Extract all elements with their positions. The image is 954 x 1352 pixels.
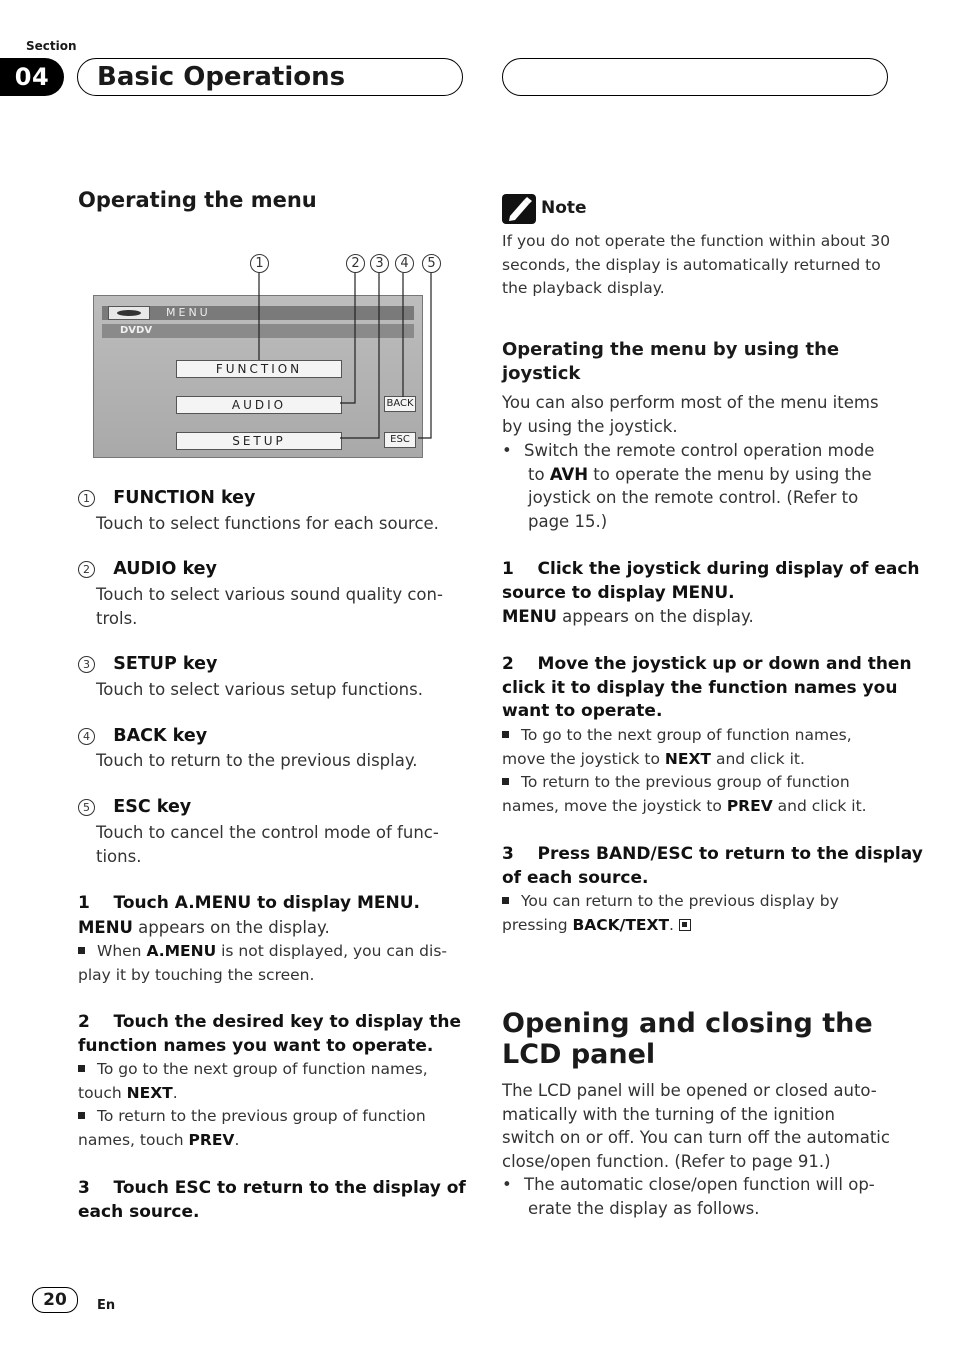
left-step1-note-c: is not displayed, you can dis- <box>216 942 447 960</box>
right-step3-n1b: pressing <box>502 915 573 934</box>
left-step1-note-a: When <box>97 942 147 960</box>
note-pencil-icon <box>502 194 536 224</box>
joystick-heading-line2: joystick <box>502 363 581 384</box>
left-step2-notes <box>78 1058 428 1152</box>
right-step2-title <box>502 653 912 724</box>
bullet-dot: • <box>502 441 512 460</box>
right-step3-title-line1: Press BAND/ESC to return to the display <box>537 844 923 864</box>
joystick-bullet-l3: joystick on the remote control. (Refer to <box>528 488 859 507</box>
back-key-title-text: BACK key <box>113 726 208 746</box>
right-step3-number: 3 <box>502 844 514 864</box>
bullet-square <box>78 947 85 954</box>
left-step3-title-line1: Touch ESC to return to the display of <box>113 1178 466 1198</box>
bullet-square <box>78 1065 85 1072</box>
esc-key-desc <box>96 821 439 868</box>
right-step1-line-bold: MENU <box>502 607 557 626</box>
left-step2-n1d: . <box>172 1083 178 1102</box>
setup-key-title <box>78 654 217 674</box>
left-step1-note-b: A.MENU <box>146 942 217 960</box>
right-step1-line <box>502 605 754 629</box>
joystick-bullet-l2b: AVH <box>549 464 589 484</box>
screen-source-label: DVDV <box>120 325 153 336</box>
left-step1-title-text: Touch A.MENU to display MENU. <box>113 893 420 913</box>
screen-menu-label: MENU <box>166 306 211 319</box>
callout-3: 3 <box>370 254 389 273</box>
setup-key[interactable]: SETUP <box>176 432 342 450</box>
right-step2-n2c: PREV <box>726 796 773 815</box>
note-line-1: If you do not operate the function within about 30 <box>502 232 891 250</box>
left-step2-n1a: To go to the next group of function names, <box>97 1060 428 1078</box>
right-step2-n1b: move the joystick to <box>502 749 665 768</box>
right-step2-title-line2: click it to display the function names you <box>502 677 898 698</box>
bullet-square <box>502 897 509 904</box>
bullet-square <box>502 731 509 738</box>
function-key-desc: Touch to select functions for each source. <box>96 514 439 533</box>
right-step1-number: 1 <box>502 559 514 579</box>
joystick-bullet-l4: page 15.) <box>528 511 608 531</box>
lcd-bullet-l1: The automatic close/open function will op- <box>524 1175 875 1194</box>
left-step3-title <box>78 1177 466 1224</box>
note-text <box>502 230 890 301</box>
bullet-dot: • <box>502 1175 512 1194</box>
joystick-intro <box>502 391 879 438</box>
esc-key-desc-line1: Touch to cancel the control mode of func- <box>96 823 439 842</box>
lcd-heading-line1: Opening and closing the <box>502 1008 873 1039</box>
joystick-intro-line2: by using the joystick. <box>502 416 678 436</box>
right-step3-notes <box>502 890 839 937</box>
section-title: Basic Operations <box>97 62 346 92</box>
setup-key-desc: Touch to select various setup functions. <box>96 680 423 699</box>
audio-key-desc-line2: trols. <box>96 608 138 628</box>
left-step1-number: 1 <box>78 893 90 913</box>
function-key[interactable]: FUNCTION <box>176 360 342 378</box>
setup-key-title-text: SETUP key <box>113 654 218 674</box>
esc-key[interactable]: ESC <box>384 432 416 448</box>
right-step2-title-line3: want to operate. <box>502 701 663 721</box>
left-step1-line-bold: MENU <box>78 918 133 937</box>
left-step1-title <box>78 892 420 916</box>
left-step2-number: 2 <box>78 1012 90 1032</box>
right-step2-title-line1: Move the joystick up or down and then <box>537 654 912 674</box>
right-step3-title-line2: of each source. <box>502 867 649 888</box>
note-line-3: the playback display. <box>502 279 665 297</box>
right-step2-n2d: and click it. <box>772 796 867 815</box>
audio-key-title-text: AUDIO key <box>113 559 217 579</box>
right-step2-n2a: To return to the previous group of function <box>521 773 850 791</box>
right-step2-number: 2 <box>502 654 514 674</box>
joystick-heading-line1: Operating the menu by using the <box>502 339 840 360</box>
right-step1-title-line1: Click the joystick during display of each <box>537 559 920 579</box>
joystick-bullet-l1: Switch the remote control operation mode <box>524 441 875 460</box>
callout-2: 2 <box>346 254 365 273</box>
esc-key-number: 5 <box>78 799 95 816</box>
lcd-panel-heading <box>502 1008 873 1070</box>
function-key-title-text: FUNCTION key <box>113 488 256 508</box>
setup-key-number: 3 <box>78 656 95 673</box>
esc-key-desc-line2: tions. <box>96 846 142 866</box>
left-step1-note-d: play it by touching the screen. <box>78 965 315 984</box>
lcd-heading-line2: LCD panel <box>502 1039 656 1070</box>
right-step2-n1c: NEXT <box>664 749 712 768</box>
bullet-square <box>502 778 509 785</box>
page-number: 20 <box>32 1287 78 1313</box>
callout-4: 4 <box>395 254 414 273</box>
esc-key-title <box>78 797 191 817</box>
esc-key-title-text: ESC key <box>113 797 192 817</box>
left-step2-n2d: . <box>234 1130 240 1149</box>
back-key-desc: Touch to return to the previous display. <box>96 751 418 770</box>
joystick-bullet-l2a: to <box>528 464 550 484</box>
right-step3-n1c: BACK/TEXT <box>572 915 670 934</box>
audio-key-desc-line1: Touch to select various sound quality con- <box>96 585 443 604</box>
joystick-heading <box>502 338 839 386</box>
right-step3-title <box>502 843 923 890</box>
left-step1-line <box>78 916 330 940</box>
back-key-number: 4 <box>78 728 95 745</box>
audio-key-number: 2 <box>78 561 95 578</box>
section-number-badge: 04 <box>0 58 64 96</box>
lcd-panel-text <box>502 1079 890 1220</box>
audio-key-title <box>78 559 217 579</box>
audio-key-desc <box>96 583 443 630</box>
left-step1-note <box>78 940 447 987</box>
right-step2-n1d: and click it. <box>711 749 805 768</box>
joystick-bullet-l2c: to operate the menu by using the <box>588 464 872 484</box>
note-line-2: seconds, the display is automatically returned to <box>502 255 881 274</box>
left-step2-n1b: touch <box>78 1083 127 1102</box>
section-label: Section <box>26 39 77 53</box>
left-step3-title-line2: each source. <box>78 1201 200 1222</box>
callout-5: 5 <box>422 254 441 273</box>
right-step1-title-line2: source to display MENU. <box>502 582 735 603</box>
back-key-title <box>78 726 207 746</box>
end-mark-icon <box>679 919 691 931</box>
left-step2-title <box>78 1011 461 1058</box>
audio-key[interactable]: AUDIO <box>176 396 342 414</box>
language-label: En <box>97 1298 116 1313</box>
note-label: Note <box>541 198 587 218</box>
left-step3-number: 3 <box>78 1178 90 1198</box>
left-step2-title-line1: Touch the desired key to display the <box>113 1012 461 1032</box>
left-step2-n2c: PREV <box>188 1130 235 1149</box>
bullet-square <box>78 1112 85 1119</box>
lcd-line-3: switch on or off. You can turn off the automatic <box>502 1128 890 1147</box>
right-step2-notes <box>502 724 867 818</box>
lcd-line-2: matically with the turning of the ignition <box>502 1104 835 1124</box>
function-key-number: 1 <box>78 490 95 507</box>
lcd-line-4: close/open function. (Refer to page 91.) <box>502 1151 831 1171</box>
right-step3-n1a: You can return to the previous display by <box>521 892 839 910</box>
left-step2-n2b: names, touch <box>78 1130 189 1149</box>
right-step2-n2b: names, move the joystick to <box>502 796 727 815</box>
back-key[interactable]: BACK <box>384 396 416 412</box>
joystick-bullet <box>502 439 874 533</box>
right-step1-title <box>502 558 920 605</box>
right-step1-line-rest: appears on the display. <box>556 607 754 626</box>
left-step2-n2a: To return to the previous group of function <box>97 1107 426 1125</box>
left-step2-title-line2: function names you want to operate. <box>78 1035 434 1056</box>
lcd-bullet-l2: erate the display as follows. <box>528 1198 760 1218</box>
lcd-line-1: The LCD panel will be opened or closed auto- <box>502 1081 877 1100</box>
callout-1: 1 <box>250 254 269 273</box>
operating-menu-heading: Operating the menu <box>78 188 317 212</box>
right-step2-n1a: To go to the next group of function names, <box>521 726 852 744</box>
joystick-intro-line1: You can also perform most of the menu items <box>502 393 879 412</box>
left-step1-line-rest: appears on the display. <box>132 918 330 937</box>
right-step3-n1d: . <box>669 915 674 934</box>
function-key-title <box>78 488 255 508</box>
left-step2-n1c: NEXT <box>126 1083 173 1102</box>
